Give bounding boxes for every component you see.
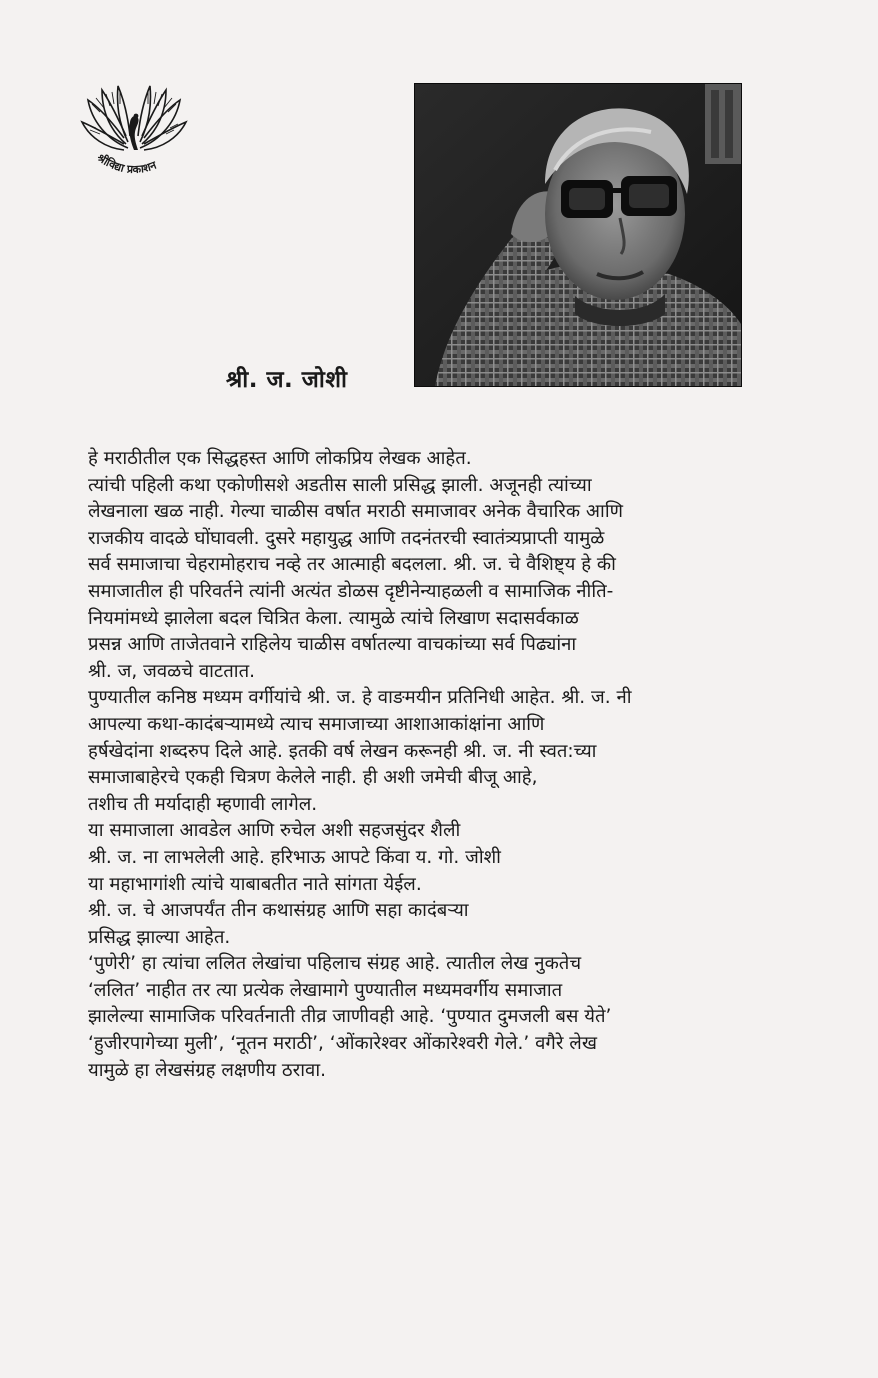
bio-line: यामुळे हा लेखसंग्रह लक्षणीय ठरावा.	[88, 1059, 326, 1081]
author-bio	[88, 446, 788, 1084]
svg-text:श्रीविद्या प्रकाशन	[94, 150, 159, 177]
bio-line: ‘हुजीरपागेच्या मुली’, ‘नूतन मराठी’, ‘ओंकारेश्वर ओंकारेश्वरी गेले.’ वगैरे लेख	[88, 1033, 597, 1055]
bio-line: समाजाबाहेरचे एकही चित्रण केलेले नाही. ही अशी जमेची बीजू आहे,	[88, 767, 538, 789]
bio-line: सर्व समाजाचा चेहरामोहराच नव्हे तर आत्माही बदलला. श्री. ज. चे वैशिष्ट्य हे की	[88, 554, 616, 576]
bio-line: समाजातील ही परिवर्तने त्यांनी अत्यंत डोळस दृष्टीनेन्याहळली व सामाजिक नीति-	[88, 580, 614, 602]
bio-line: पुण्यातील कनिष्ठ मध्यम वर्गीयांचे श्री. ज. हे वाङमयीन प्रतिनिधी आहेत. श्री. ज. नी	[88, 687, 632, 709]
bio-line: तशीच ती मर्यादाही म्हणावी लागेल.	[88, 793, 318, 815]
bio-line: प्रसन्न आणि ताजेतवाने राहिलेय चाळीस वर्षातल्या वाचकांच्या सर्व पिढ्यांना	[88, 634, 577, 656]
author-name: श्री. ज. जोशी	[226, 367, 348, 393]
peacock-logo-icon	[78, 78, 190, 186]
bio-line: श्री. ज. ना लाभलेली आहे. हरिभाऊ आपटे किंवा य. गो. जोशी	[88, 846, 501, 868]
bio-line: श्री. ज, जवळचे वाटतात.	[88, 660, 256, 682]
author-portrait-photo	[415, 84, 741, 386]
bio-line: हर्षखेदांना शब्दरुप दिले आहे. इतकी वर्ष लेखन करूनही श्री. ज. नी स्वत:च्या	[88, 740, 597, 762]
bio-line: झालेल्या सामाजिक परिवर्तनाती तीव्र जाणीवही आहे. ‘पुण्यात दुमजली बस येते’	[88, 1006, 612, 1028]
bio-line: आपल्या कथा-कादंबऱ्यामध्ये त्याच समाजाच्या आशाआकांक्षांना आणि	[88, 713, 545, 735]
bio-line: या समाजाला आवडेल आणि रुचेल अशी सहजसुंदर शैली	[88, 820, 461, 842]
bio-line: हे मराठीतील एक सिद्धहस्त आणि लोकप्रिय लेखक आहेत.	[88, 448, 472, 469]
bio-line: नियमांमध्ये झालेला बदल चित्रित केला. त्यामुळे त्यांचे लिखाण सदासर्वकाळ	[88, 607, 579, 629]
publisher-logo	[78, 78, 190, 186]
author-photo	[415, 84, 741, 386]
bio-line: श्री. ज. चे आजपर्यंत तीन कथासंग्रह आणि सहा कादंबऱ्या	[88, 900, 469, 922]
bio-line: प्रसिद्ध झाल्या आहेत.	[88, 926, 231, 948]
bio-line: लेखनाला खळ नाही. गेल्या चाळीस वर्षात मराठी समाजावर अनेक वैचारिक आणि	[88, 501, 623, 523]
bio-line: ‘पुणेरी’ हा त्यांचा ललित लेखांचा पहिलाच संग्रह आहे. त्यातील लेख नुकतेच	[88, 953, 582, 975]
bio-line: त्यांची पहिली कथा एकोणीसशे अडतीस साली प्रसिद्ध झाली. अजूनही त्यांच्या	[88, 474, 592, 496]
publisher-name: श्रीविद्या प्रकाशन	[94, 151, 159, 177]
bio-line: राजकीय वादळे घोंघावली. दुसरे महायुद्ध आणि तदनंतरची स्वातंत्र्यप्राप्ती यामुळे	[88, 527, 605, 549]
bio-line: या महाभागांशी त्यांचे याबाबतीत नाते सांगता येईल.	[88, 873, 422, 895]
bio-line: ‘ललित’ नाहीत तर त्या प्रत्येक लेखामागे पुण्यातील मध्यमवर्गीय समाजात	[88, 979, 563, 1001]
